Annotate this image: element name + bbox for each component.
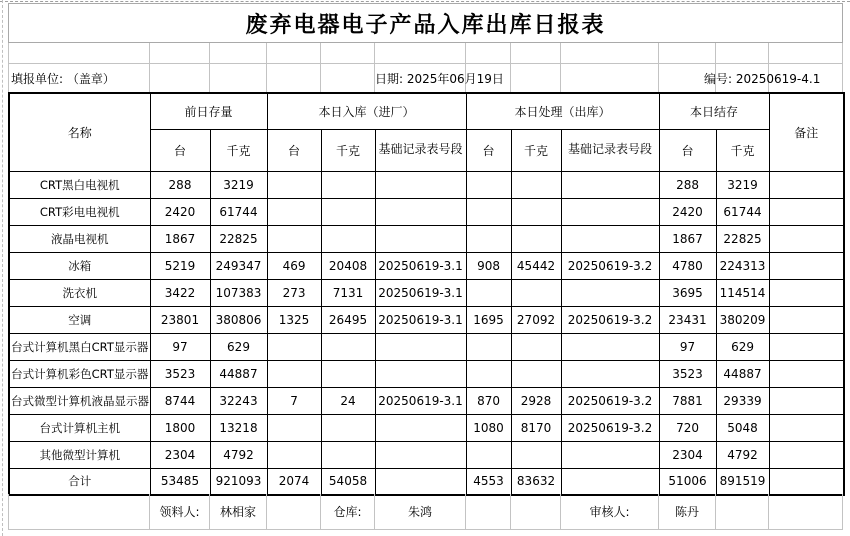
value-cell: [267, 414, 321, 441]
value-cell: [321, 171, 375, 198]
gridline: [510, 43, 511, 92]
warehouse-label: 仓库:: [321, 494, 375, 529]
value-cell: 107383: [210, 279, 267, 306]
col-header-record-range: 基础记录表号段: [375, 129, 466, 171]
value-cell: 5219: [150, 252, 210, 279]
value-cell: 3523: [150, 360, 210, 387]
value-cell: [511, 225, 561, 252]
group-header-balance: 本日结存: [659, 93, 769, 129]
value-cell: 4553: [466, 468, 511, 495]
table-row: [9, 333, 844, 360]
value-cell: 1867: [659, 225, 716, 252]
value-cell: 1800: [150, 414, 210, 441]
value-cell: 44887: [716, 360, 769, 387]
value-cell: 3219: [716, 171, 769, 198]
value-cell: 22825: [210, 225, 267, 252]
col-header-units: 台: [150, 129, 210, 171]
value-cell: [267, 198, 321, 225]
value-cell: [375, 225, 466, 252]
table-row: [9, 441, 844, 468]
value-cell: 20250619-3.2: [561, 306, 659, 333]
value-cell: 20250619-3.1: [375, 279, 466, 306]
value-cell: 8170: [511, 414, 561, 441]
value-cell: [466, 171, 511, 198]
value-cell: [267, 360, 321, 387]
value-cell: [375, 441, 466, 468]
value-cell: 870: [466, 387, 511, 414]
item-name-cell: 空调: [9, 306, 150, 333]
value-cell: 1867: [150, 225, 210, 252]
group-header-inbound: 本日入库（进厂）: [267, 93, 466, 129]
value-cell: 4792: [210, 441, 267, 468]
page-break-line-left: [2, 0, 3, 536]
value-cell: 224313: [716, 252, 769, 279]
value-cell: 97: [659, 333, 716, 360]
page-break-line-top: [0, 1, 850, 2]
value-cell: [267, 171, 321, 198]
value-cell: 44887: [210, 360, 267, 387]
value-cell: 53485: [150, 468, 210, 495]
signature-row: [8, 494, 843, 530]
value-cell: [375, 171, 466, 198]
value-cell: [561, 279, 659, 306]
value-cell: [511, 333, 561, 360]
value-cell: [769, 252, 844, 279]
gridline: [658, 43, 659, 92]
value-cell: 20250619-3.2: [561, 387, 659, 414]
value-cell: 29339: [716, 387, 769, 414]
col-header-units: 台: [659, 129, 716, 171]
value-cell: 3219: [210, 171, 267, 198]
value-cell: [561, 468, 659, 495]
value-cell: [769, 387, 844, 414]
value-cell: [511, 441, 561, 468]
picker-label: 领料人:: [150, 494, 210, 529]
value-cell: [466, 225, 511, 252]
value-cell: 629: [210, 333, 267, 360]
value-cell: 8744: [150, 387, 210, 414]
value-cell: [321, 360, 375, 387]
value-cell: [769, 441, 844, 468]
group-header-outbound: 本日处理（出库）: [466, 93, 659, 129]
value-cell: 83632: [511, 468, 561, 495]
value-cell: [511, 171, 561, 198]
value-cell: 97: [150, 333, 210, 360]
value-cell: 7: [267, 387, 321, 414]
value-cell: [375, 468, 466, 495]
value-cell: [561, 360, 659, 387]
value-cell: [321, 225, 375, 252]
value-cell: [769, 360, 844, 387]
value-cell: 61744: [210, 198, 267, 225]
gridline: [842, 43, 843, 92]
daily-report-table: [8, 92, 845, 496]
value-cell: 3695: [659, 279, 716, 306]
value-cell: 380806: [210, 306, 267, 333]
sig-spacer: [9, 494, 150, 529]
value-cell: 27092: [511, 306, 561, 333]
value-cell: 1695: [466, 306, 511, 333]
warehouse-name: 朱鸿: [375, 494, 466, 529]
value-cell: [321, 414, 375, 441]
value-cell: 54058: [321, 468, 375, 495]
gridline: [266, 43, 267, 92]
col-header-kg: 千克: [210, 129, 267, 171]
value-cell: 23801: [150, 306, 210, 333]
value-cell: 22825: [716, 225, 769, 252]
group-header-prev-stock: 前日存量: [150, 93, 267, 129]
col-header-kg: 千克: [511, 129, 561, 171]
sig-spacer: [769, 494, 843, 529]
value-cell: 908: [466, 252, 511, 279]
value-cell: [466, 441, 511, 468]
value-cell: [375, 414, 466, 441]
value-cell: 1080: [466, 414, 511, 441]
item-name-cell: 洗衣机: [9, 279, 150, 306]
item-name-cell: 台式计算机彩色CRT显示器: [9, 360, 150, 387]
table-row: [9, 198, 844, 225]
value-cell: [375, 198, 466, 225]
col-header-record-range: 基础记录表号段: [561, 129, 659, 171]
gridline: [8, 43, 9, 92]
value-cell: 1325: [267, 306, 321, 333]
value-cell: [466, 198, 511, 225]
header-grid-area: [8, 43, 843, 92]
value-cell: 2420: [659, 198, 716, 225]
value-cell: 2304: [150, 441, 210, 468]
value-cell: 45442: [511, 252, 561, 279]
sig-spacer: [466, 494, 511, 529]
value-cell: [769, 225, 844, 252]
value-cell: [769, 306, 844, 333]
table-body: [9, 171, 844, 495]
value-cell: 26495: [321, 306, 375, 333]
col-header-name: 名称: [9, 93, 150, 171]
value-cell: [466, 333, 511, 360]
value-cell: 273: [267, 279, 321, 306]
item-name-cell: 合计: [9, 468, 150, 495]
reporting-unit-label: 填报单位: （盖章）: [11, 72, 115, 86]
item-name-cell: 液晶电视机: [9, 225, 150, 252]
item-name-cell: 台式微型计算机液晶显示器: [9, 387, 150, 414]
item-name-cell: 台式计算机黑白CRT显示器: [9, 333, 150, 360]
value-cell: [375, 333, 466, 360]
table-row: [9, 387, 844, 414]
col-header-remark: 备注: [769, 93, 844, 171]
value-cell: 249347: [210, 252, 267, 279]
value-cell: 720: [659, 414, 716, 441]
value-cell: 288: [150, 171, 210, 198]
value-cell: 20250619-3.1: [375, 306, 466, 333]
value-cell: 24: [321, 387, 375, 414]
value-cell: 13218: [210, 414, 267, 441]
value-cell: [466, 279, 511, 306]
value-cell: [561, 333, 659, 360]
table-row: [9, 360, 844, 387]
value-cell: 2074: [267, 468, 321, 495]
value-cell: 32243: [210, 387, 267, 414]
value-cell: 3422: [150, 279, 210, 306]
value-cell: [561, 171, 659, 198]
value-cell: 114514: [716, 279, 769, 306]
value-cell: [321, 333, 375, 360]
item-name-cell: CRT黑白电视机: [9, 171, 150, 198]
value-cell: 20408: [321, 252, 375, 279]
value-cell: [769, 279, 844, 306]
value-cell: 4792: [716, 441, 769, 468]
value-cell: 20250619-3.1: [375, 252, 466, 279]
report-date: 日期: 2025年06月19日: [375, 72, 504, 86]
value-cell: [769, 198, 844, 225]
col-header-kg: 千克: [716, 129, 769, 171]
value-cell: 23431: [659, 306, 716, 333]
gridline: [320, 43, 321, 92]
value-cell: [267, 441, 321, 468]
value-cell: 51006: [659, 468, 716, 495]
col-header-units: 台: [267, 129, 321, 171]
value-cell: 2304: [659, 441, 716, 468]
value-cell: [466, 360, 511, 387]
value-cell: [769, 468, 844, 495]
value-cell: 20250619-3.2: [561, 252, 659, 279]
value-cell: 380209: [716, 306, 769, 333]
value-cell: 7881: [659, 387, 716, 414]
value-cell: [375, 360, 466, 387]
value-cell: [321, 198, 375, 225]
table-row: [9, 252, 844, 279]
value-cell: 629: [716, 333, 769, 360]
item-name-cell: 其他微型计算机: [9, 441, 150, 468]
value-cell: [769, 333, 844, 360]
table-row: [9, 171, 844, 198]
value-cell: 921093: [210, 468, 267, 495]
col-header-kg: 千克: [321, 129, 375, 171]
picker-name: 林相家: [210, 494, 267, 529]
gridline: [560, 43, 561, 92]
value-cell: 7131: [321, 279, 375, 306]
value-cell: 20250619-3.1: [375, 387, 466, 414]
table-row: [9, 414, 844, 441]
value-cell: [769, 171, 844, 198]
value-cell: 891519: [716, 468, 769, 495]
gridline: [149, 43, 150, 92]
item-name-cell: CRT彩电电视机: [9, 198, 150, 225]
sig-spacer: [716, 494, 769, 529]
auditor-label: 审核人:: [561, 494, 659, 529]
item-name-cell: 台式计算机主机: [9, 414, 150, 441]
item-name-cell: 冰箱: [9, 252, 150, 279]
auditor-name: 陈丹: [659, 494, 716, 529]
value-cell: 2928: [511, 387, 561, 414]
value-cell: 5048: [716, 414, 769, 441]
table-row: [9, 279, 844, 306]
value-cell: [267, 333, 321, 360]
value-cell: 2420: [150, 198, 210, 225]
value-cell: 4780: [659, 252, 716, 279]
value-cell: [769, 414, 844, 441]
gridline: [209, 43, 210, 92]
report-title: 废弃电器电子产品入库出库日报表: [8, 3, 843, 43]
value-cell: [511, 279, 561, 306]
value-cell: [561, 441, 659, 468]
report-number: 编号: 20250619-4.1: [704, 72, 821, 86]
value-cell: [321, 441, 375, 468]
value-cell: 288: [659, 171, 716, 198]
col-header-units: 台: [466, 129, 511, 171]
table-row: [9, 225, 844, 252]
value-cell: 469: [267, 252, 321, 279]
table-row: [9, 468, 844, 495]
value-cell: [267, 225, 321, 252]
value-cell: [561, 198, 659, 225]
table-row: [9, 306, 844, 333]
value-cell: 20250619-3.2: [561, 414, 659, 441]
sig-spacer: [511, 494, 561, 529]
value-cell: [561, 225, 659, 252]
value-cell: [511, 360, 561, 387]
value-cell: [511, 198, 561, 225]
value-cell: 3523: [659, 360, 716, 387]
gridline: [8, 63, 843, 64]
value-cell: 61744: [716, 198, 769, 225]
sig-spacer: [267, 494, 321, 529]
